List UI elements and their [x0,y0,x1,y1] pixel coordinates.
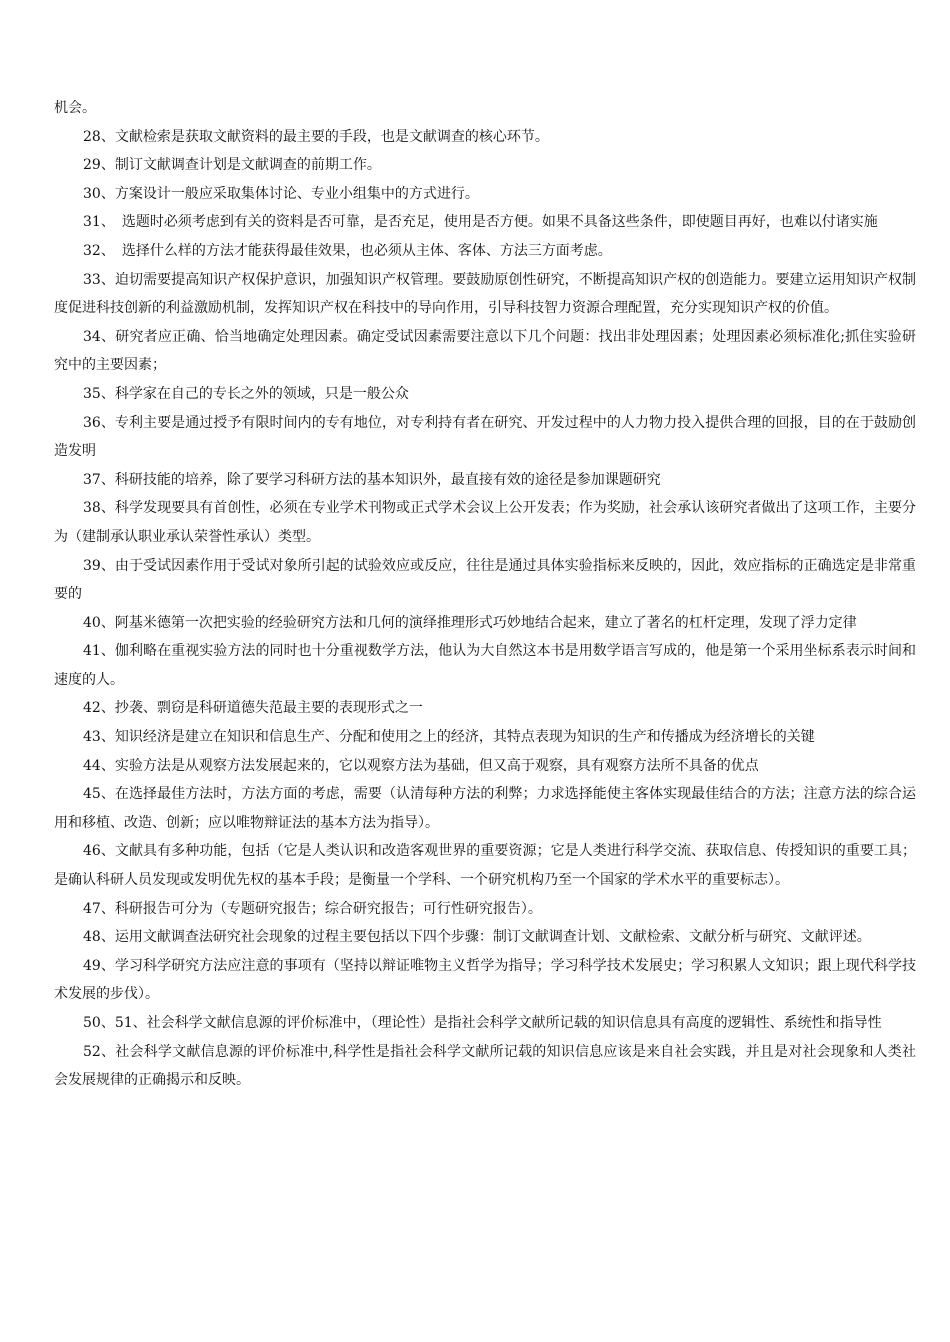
paragraph-48: 48、运用文献调查法研究社会现象的过程主要包括以下四个步骤：制订文献调查计划、文献检索、文献分析与研究、文献评述。 [83,929,871,946]
paragraph-31: 31、 选题时必须考虑到有关的资料是否可靠，是否充足，使用是否方便。如果不具备这些条件，即使题目再好，也难以付诸实施 [83,214,878,231]
paragraph-42: 42、抄袭、剽窃是科研道德失范最主要的表现形式之一 [83,700,423,717]
paragraph-44: 44、实验方法是从观察方法发展起来的，它以观察方法为基础，但又高于观察，具有观察方法所不具备的优点 [83,757,759,774]
paragraph-34: 34、研究者应正确、恰当地确定处理因素。确定受试因素需要注意以下几个问题：找出非处理因素；处理因素必须标准化;抓住实验研究中的主要因素； [54,328,916,374]
paragraph-38: 38、科学发现要具有首创性，必须在专业学术刊物或正式学术会议上公开发表；作为奖励，社会承认该研究者做出了这项工作，主要分为（建制承认职业承认荣誉性承认）类型。 [54,500,916,545]
document-body [54,94,916,1095]
paragraph-29: 29、制订文献调查计划是文献调查的前期工作。 [83,157,381,174]
paragraph-32: 32、 选择什么样的方法才能获得最佳效果，也必须从主体、客体、方法三方面考虑。 [83,242,612,259]
paragraph-continuation: 机会。 [54,100,96,116]
paragraph-40: 40、阿基米德第一次把实验的经验研究方法和几何的演绎推理形式巧妙地结合起来，建立了著名的杠杆定理，发现了浮力定律 [83,614,857,631]
paragraph-30: 30、方案设计一般应采取集体讨论、专业小组集中的方式进行。 [83,185,479,202]
paragraph-39: 39、由于受试因素作用于受试对象所引起的试验效应或反应，往往是通过具体实验指标来反映的，因此，效应指标的正确选定是非常重要的 [54,557,916,603]
paragraph-45: 45、在选择最佳方法时，方法方面的考虑，需要（认清每种方法的利弊；力求选择能使主客体实现最佳结合的方法；注意方法的综合运用和移植、改造、创新；应以唯物辩证法的基本方法为指导）。 [54,786,916,831]
paragraph-35: 35、科学家在自己的专长之外的领域，只是一般公众 [83,385,409,402]
paragraph-46: 46、文献具有多种功能，包括（它是人类认识和改造客观世界的重要资源；它是人类进行科学交流、获取信息、传授知识的重要工具；是确认科研人员发现或发明优先权的基本手段；是衡量一个学科、一个研究机构乃至一个国家的学术水平的重要标志）。 [54,843,916,889]
paragraph-28: 28、文献检索是获取文献资料的最主要的手段，也是文献调查的核心环节。 [83,128,549,145]
paragraph-49: 49、学习科学研究方法应注意的事项有（坚持以辩证唯物主义哲学为指导；学习科学技术发展史；学习积累人文知识；跟上现代科学技术发展的步伐）。 [54,957,916,1003]
paragraph-50-51: 50、51、社会科学文献信息源的评价标准中，（理论性）是指社会科学文献所记载的知识信息具有高度的逻辑性、系统性和指导性 [83,1015,882,1031]
paragraph-37: 37、科研技能的培养，除了要学习科研方法的基本知识外，最直接有效的途径是参加课题研究 [83,471,661,488]
paragraph-43: 43、知识经济是建立在知识和信息生产、分配和使用之上的经济，其特点表现为知识的生产和传播成为经济增长的关键 [83,729,815,746]
paragraph-33: 33、迫切需要提高知识产权保护意识，加强知识产权管理。要鼓励原创性研究，不断提高知识产权的创造能力。要建立运用知识产权制度促进科技创新的利益激励机制，发挥知识产权在科技中的导向作用，引导科技智力资源合理配置，充分实现知识产权的价值。 [54,271,916,317]
paragraph-36: 36、专利主要是通过授予有限时间内的专有地位，对专利持有者在研究、开发过程中的人力物力投入提供合理的回报，目的在于鼓励创造发明 [54,414,916,460]
paragraph-47: 47、科研报告可分为（专题研究报告；综合研究报告；可行性研究报告）。 [83,900,542,917]
paragraph-41: 41、伽利略在重视实验方法的同时也十分重视数学方法，他认为大自然这本书是用数学语言写成的，他是第一个采用坐标系表示时间和速度的人。 [54,643,916,688]
paragraph-52: 52、社会科学文献信息源的评价标准中,科学性是指社会科学文献所记载的知识信息应该是来自社会实践，并且是对社会现象和人类社会发展规律的正确揭示和反映。 [54,1043,916,1089]
